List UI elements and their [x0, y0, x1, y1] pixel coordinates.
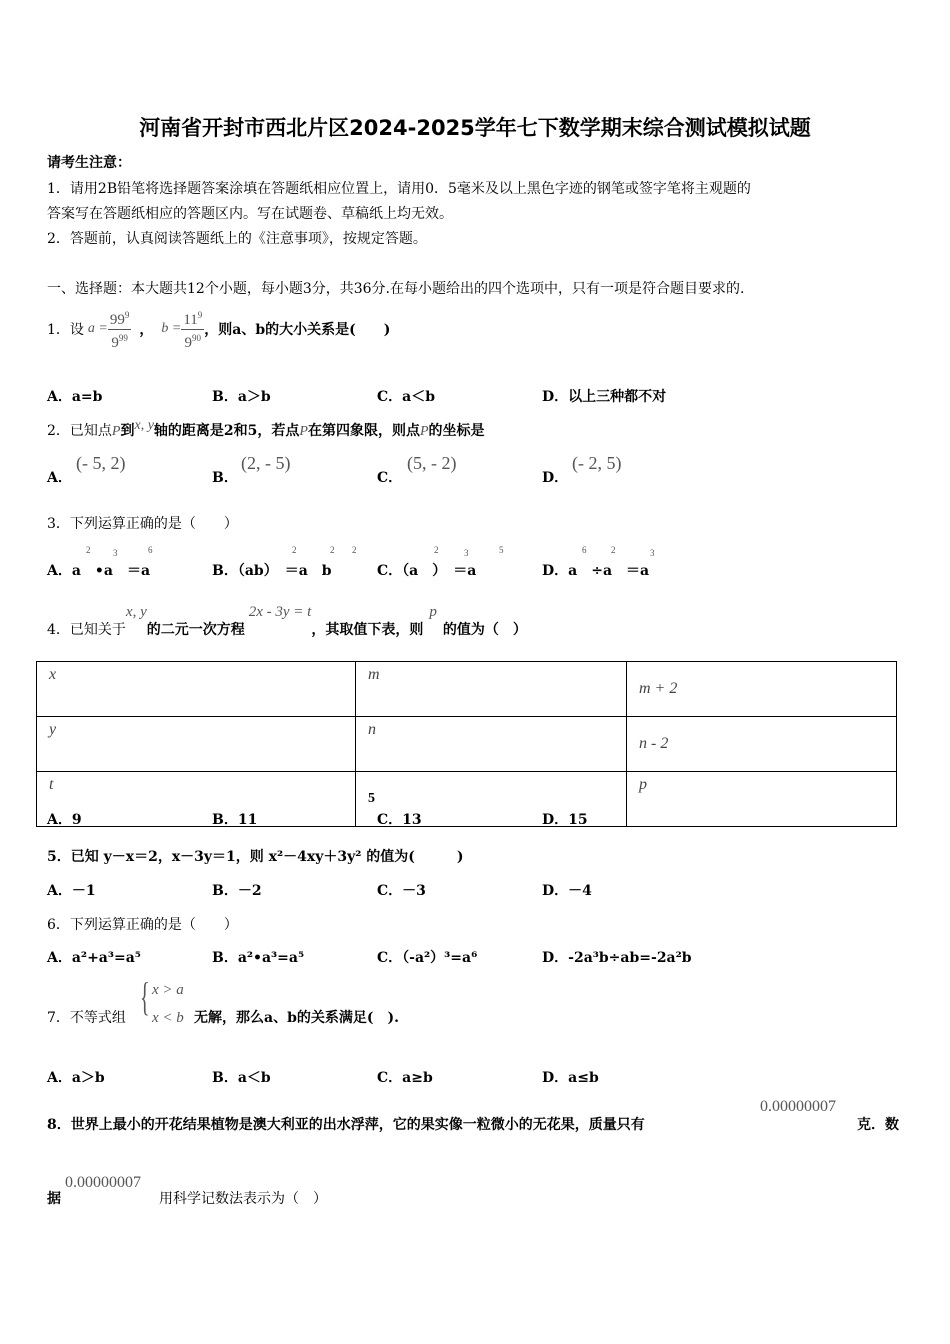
- q7-option-d[interactable]: D．a≤b: [542, 1070, 599, 1086]
- q3-a-exp-2: 3: [113, 548, 118, 558]
- table-cell: x: [37, 662, 356, 717]
- question-3: 3．下列运算正确的是（ ）: [47, 516, 238, 532]
- q6-option-a[interactable]: A．a²+a³=a⁵: [47, 950, 141, 966]
- q4-p: p: [429, 604, 437, 620]
- q4-mid: 的二元一次方程: [146, 622, 245, 638]
- q1-b-fraction: [181, 307, 204, 352]
- q1-prefix: 1．设: [47, 322, 84, 338]
- q3-option-a[interactable]: A．a •a ＝a: [47, 563, 151, 579]
- table-cell: y: [37, 717, 356, 772]
- q1-b-lhs: b =: [161, 321, 182, 336]
- notice-line-2: 2．答题前，认真阅读答题纸上的《注意事项》，按规定答题。: [47, 231, 427, 247]
- q1-b-den-exp: 90: [192, 332, 202, 343]
- question-4: [47, 604, 527, 639]
- table-row: [37, 662, 897, 717]
- q4-option-d[interactable]: D．15: [542, 812, 588, 828]
- q4-option-c[interactable]: C．13: [377, 812, 422, 828]
- q8-suffix: 克．数: [857, 1117, 899, 1133]
- question-1: [47, 306, 390, 352]
- table-cell: p: [627, 772, 897, 827]
- q2-prefix: 2．已知点: [47, 423, 112, 439]
- q3-d-exp-2: 2: [611, 545, 616, 555]
- q4-suffix: 的值为（ ）: [442, 622, 527, 638]
- q2-option-a-value: (- 5, 2): [76, 453, 126, 473]
- q8-line2-suffix: 用科学记数法表示为（ ）: [159, 1191, 327, 1207]
- table-cell: m + 2: [627, 662, 897, 717]
- q1-option-c[interactable]: C．a＜b: [377, 389, 436, 405]
- q2-mid: 轴的距离是2和5，若点: [153, 423, 300, 439]
- q5-option-c[interactable]: C．－3: [377, 883, 426, 899]
- q7-brace: {: [140, 974, 150, 1019]
- q2-option-b-label[interactable]: B．: [212, 470, 238, 486]
- q2-option-d-value: (- 2, 5): [572, 453, 622, 473]
- q1-suffix: ，则a、b的大小关系是( ): [204, 322, 391, 338]
- q3-option-c[interactable]: C．（a ） ＝a: [377, 563, 477, 579]
- q2-suffix: 的坐标是: [428, 423, 485, 439]
- q1-a-num-exp: 9: [124, 309, 130, 320]
- table-cell: t: [37, 772, 356, 827]
- q2-p2: P: [299, 424, 308, 439]
- q8-line2-prefix: 据: [47, 1191, 61, 1207]
- table-cell: 5: [356, 772, 627, 827]
- q3-b-exp-2: 2: [330, 545, 335, 555]
- q7-line-2: x < b: [152, 1010, 184, 1026]
- q1-a-den: 9: [111, 334, 119, 351]
- q1-option-d[interactable]: D．以上三种都不对: [542, 389, 667, 405]
- notice-line-1: 1．请用2B铅笔将选择题答案涂填在答题纸相应位置上，请用0．5毫米及以上黑色字迹的钢笔或签字笔将主观题的: [47, 181, 751, 197]
- q4-equation: 2x - 3y = t: [248, 604, 312, 620]
- q7-option-b[interactable]: B．a＜b: [212, 1070, 271, 1086]
- q4-value-table: [36, 661, 897, 827]
- q3-a-exp-1: 2: [86, 545, 91, 555]
- q2-p1: P: [111, 424, 121, 439]
- q4-option-a[interactable]: A．9: [47, 812, 82, 828]
- q3-b-exp-1: 2: [292, 545, 297, 555]
- q1-a-num: 99: [109, 311, 125, 328]
- q1-a-fraction: [108, 307, 132, 352]
- q4-option-b[interactable]: B．11: [212, 812, 258, 828]
- q1-a-den-exp: 99: [118, 332, 128, 343]
- q3-c-exp-2: 3: [464, 548, 469, 558]
- q5-option-d[interactable]: D．－4: [542, 883, 592, 899]
- notice-line-1b: 答案写在答题纸相应的答题区内。写在试题卷、草稿纸上均无效。: [47, 206, 453, 222]
- q2-xy: x, y: [134, 418, 154, 433]
- table-cell: m: [356, 662, 627, 717]
- table-row: [37, 717, 897, 772]
- q5-option-a[interactable]: A．－1: [47, 883, 96, 899]
- q8-prefix: 8．世界上最小的开花结果植物是澳大利亚的出水浮萍，它的果实像一粒微小的无花果，质量只有: [47, 1117, 645, 1133]
- q3-d-exp-3: 3: [650, 548, 655, 558]
- q2-option-b-value: (2, - 5): [241, 453, 291, 473]
- q7-option-c[interactable]: C．a≥b: [377, 1070, 433, 1086]
- q7-line-1: x > a: [152, 982, 184, 998]
- q2-option-c-value: (5, - 2): [407, 453, 457, 473]
- q6-option-b[interactable]: B．a²•a³=a⁵: [212, 950, 305, 966]
- q1-b-num-exp: 9: [197, 309, 203, 320]
- q8-line2-value: 0.00000007: [65, 1174, 141, 1191]
- q4-xy: x, y: [125, 604, 147, 620]
- question-6: 6．下列运算正确的是（ ）: [47, 917, 238, 933]
- q2-option-d-label[interactable]: D．: [542, 470, 569, 486]
- q3-option-b[interactable]: B．（ab） ＝a b: [212, 563, 332, 579]
- q1-b-num: 11: [183, 311, 198, 328]
- q3-c-exp-1: 2: [434, 545, 439, 555]
- q7-prefix: 7．不等式组: [47, 1010, 126, 1026]
- q3-a-exp-3: 6: [148, 545, 153, 555]
- q5-option-b[interactable]: B．－2: [212, 883, 262, 899]
- q2-option-c-label[interactable]: C．: [377, 470, 403, 486]
- q2-mid2: 在第四象限，则点: [307, 423, 420, 439]
- notice-heading: 请考生注意：: [47, 155, 131, 171]
- q1-sep: ，: [139, 322, 154, 338]
- q1-b-den: 9: [184, 334, 193, 351]
- q2-to: 到: [120, 423, 135, 439]
- q6-option-d[interactable]: D．-2a³b÷ab=-2a²b: [542, 950, 692, 966]
- question-5: 5．已知 y－x＝2，x－3y＝1，则 x²－4xy＋3y² 的值为( ): [47, 849, 464, 865]
- q3-b-exp-3: 2: [352, 545, 357, 555]
- q3-c-exp-3: 5: [499, 545, 504, 555]
- q3-option-d[interactable]: D．a ÷a ＝a: [542, 563, 650, 579]
- q3-d-exp-1: 6: [582, 545, 587, 555]
- q1-option-b[interactable]: B．a＞b: [212, 389, 271, 405]
- q4-prefix: 4．已知关于: [47, 622, 126, 638]
- q8-value: 0.00000007: [760, 1098, 836, 1115]
- q6-option-c[interactable]: C．（-a²）³=a⁶: [377, 950, 478, 966]
- table-cell: n - 2: [627, 717, 897, 772]
- section-heading: 一、选择题：本大题共12个小题，每小题3分，共36分.在每小题给出的四个选项中，只有一项是符合题目要求的.: [47, 281, 745, 297]
- table-row: [37, 772, 897, 827]
- q7-suffix: 无解，那么a、b的关系满足( ).: [194, 1010, 399, 1026]
- q1-option-a[interactable]: A．a=b: [47, 389, 103, 405]
- page-title: 河南省开封市西北片区2024-2025学年七下数学期末综合测试模拟试题: [139, 116, 811, 140]
- question-2: [47, 420, 485, 440]
- q1-a-lhs: a =: [87, 321, 108, 336]
- table-cell: n: [356, 717, 627, 772]
- q2-option-a-label[interactable]: A．: [47, 470, 72, 486]
- q7-option-a[interactable]: A．a＞b: [47, 1070, 105, 1086]
- q4-mid2: ，其取值下表，则: [311, 622, 424, 638]
- q2-p3: P: [419, 424, 429, 439]
